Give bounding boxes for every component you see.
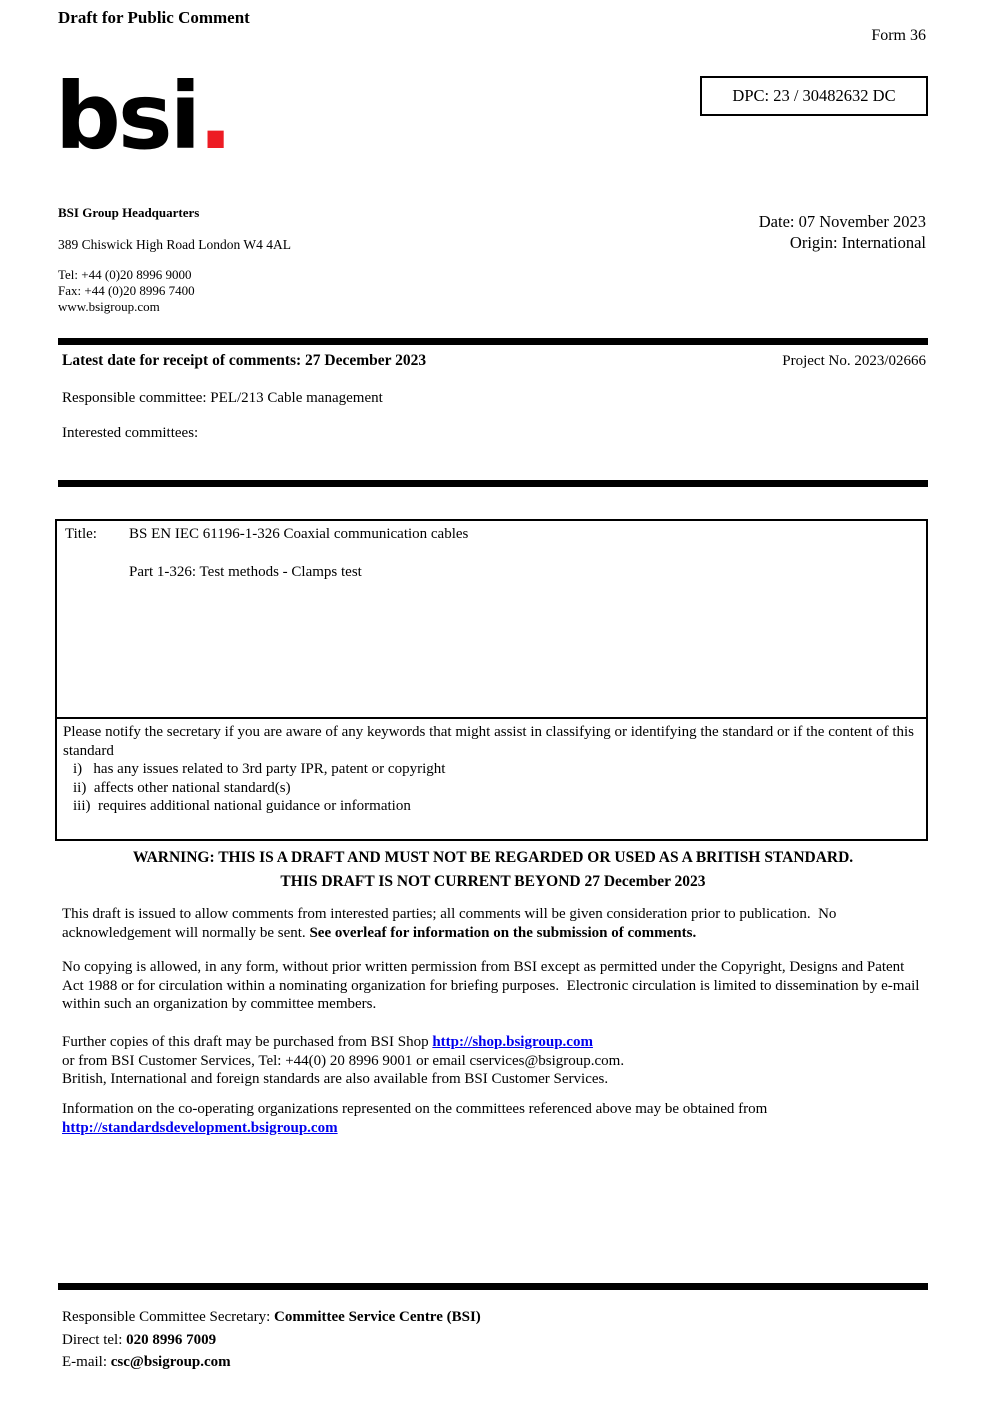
hq-tel: Tel: +44 (0)20 8996 9000 [58, 267, 192, 282]
divider-bar-top [58, 338, 928, 345]
title-label: Title: [65, 526, 97, 542]
keywords-items [63, 760, 918, 816]
standards-development-link[interactable]: http://standardsdevelopment.bsigroup.com [62, 1119, 338, 1136]
paragraph-no-copying: No copying is allowed, in any form, without prior written permission from BSI except as permitted under the Copyright, Designs and Patent Act 1988 or for circulation within a nominating organization for briefing purposes. Electronic circulation is limited to dissemination by e-mail within such an organization by committee members. [62, 959, 924, 1012]
bsi-logo [55, 63, 231, 170]
email-label: E-mail: [62, 1354, 111, 1370]
title-box [55, 519, 928, 841]
paragraph-comments-bold: See overleaf for information on the submission of comments. [309, 924, 697, 941]
secretary-line [62, 1306, 481, 1329]
further-copies-line1 [62, 1033, 928, 1052]
paragraph-comments-normal: This draft is issued to allow comments from interested parties; all comments will be given consideration prior to publication. No acknowledgement will normally be sent. [62, 906, 841, 941]
secretary-label: Responsible Committee Secretary: [62, 1309, 275, 1325]
latest-date-for-comments: Latest date for receipt of comments: 27 December 2023 [62, 352, 427, 369]
hq-title: BSI Group Headquarters [58, 205, 200, 220]
title-content [129, 526, 918, 581]
paragraph-further-copies [62, 1033, 928, 1089]
warning-line2: THIS DRAFT IS NOT CURRENT BEYOND 27 December 2023 [280, 873, 706, 890]
keywords-cell [57, 719, 926, 839]
divider-bar-bottom [58, 1283, 928, 1290]
hq-contact-block [58, 267, 195, 315]
direct-tel-value: 020 8996 7009 [126, 1331, 217, 1348]
further-copies-text: Further copies of this draft may be purchased from BSI Shop [62, 1034, 433, 1050]
standard-title-line2: Part 1-326: Test methods - Clamps test [129, 564, 362, 580]
responsible-committee: Responsible committee: PEL/213 Cable management [62, 390, 383, 406]
interested-committees: Interested committees: [62, 425, 199, 441]
paragraph-cooperating-organizations [62, 1100, 928, 1137]
form-number: Form 36 [871, 27, 926, 44]
keywords-intro: Please notify the secretary if you are aware of any keywords that might assist in classifying or identifying the standard or if the content of this standard [63, 724, 918, 759]
comments-deadline-row [62, 352, 926, 370]
date-line: Date: 07 November 2023 [758, 212, 926, 231]
keywords-item-1: i) has any issues related to 3rd party IPR, patent or copyright [73, 761, 446, 777]
hq-address: 389 Chiswick High Road London W4 4AL [58, 237, 291, 252]
direct-tel-label: Direct tel: [62, 1331, 127, 1348]
email-line [62, 1351, 481, 1374]
dpc-number: DPC: 23 / 30482632 DC [732, 86, 896, 105]
standard-title-line1: BS EN IEC 61196-1-326 Coaxial communication cables [129, 526, 469, 542]
footer-secretary-block [62, 1306, 481, 1374]
bsi-shop-link[interactable]: http://shop.bsigroup.com [432, 1034, 593, 1050]
further-copies-line2: or from BSI Customer Services, Tel: +44(0) 20 8996 9001 or email cservices@bsigroup.com. [62, 1052, 625, 1069]
keywords-item-3: iii) requires additional national guidance or information [73, 798, 411, 814]
paragraph-comments-consideration [62, 905, 928, 942]
cooperating-organizations-text: Information on the co-operating organizations represented on the committees referenced above may be obtained from [62, 1101, 768, 1117]
secretary-value: Committee Service Centre (BSI) [274, 1309, 481, 1325]
hq-website: www.bsigroup.com [58, 299, 160, 314]
bsi-logo-dot: . [198, 63, 231, 170]
divider-bar-middle [58, 480, 928, 487]
title-cell [57, 521, 926, 719]
origin-line: Origin: International [789, 233, 926, 252]
direct-tel-line [62, 1329, 481, 1352]
draft-for-public-comment-heading: Draft for Public Comment [58, 8, 250, 27]
project-number: Project No. 2023/02666 [782, 353, 926, 369]
keywords-item-2: ii) affects other national standard(s) [73, 779, 291, 796]
warning-line1: WARNING: THIS IS A DRAFT AND MUST NOT BE REGARDED OR USED AS A BRITISH STANDARD. [132, 849, 854, 866]
bsi-logo-text: bsi [55, 63, 199, 170]
email-value: csc@bsigroup.com [110, 1354, 231, 1370]
hq-fax: Fax: +44 (0)20 8996 7400 [58, 283, 195, 298]
date-origin-block [759, 211, 926, 253]
dpc-number-box [700, 76, 928, 116]
further-copies-line3: British, International and foreign standards are also available from BSI Customer Services. [62, 1071, 609, 1087]
warning-notice [58, 846, 928, 894]
